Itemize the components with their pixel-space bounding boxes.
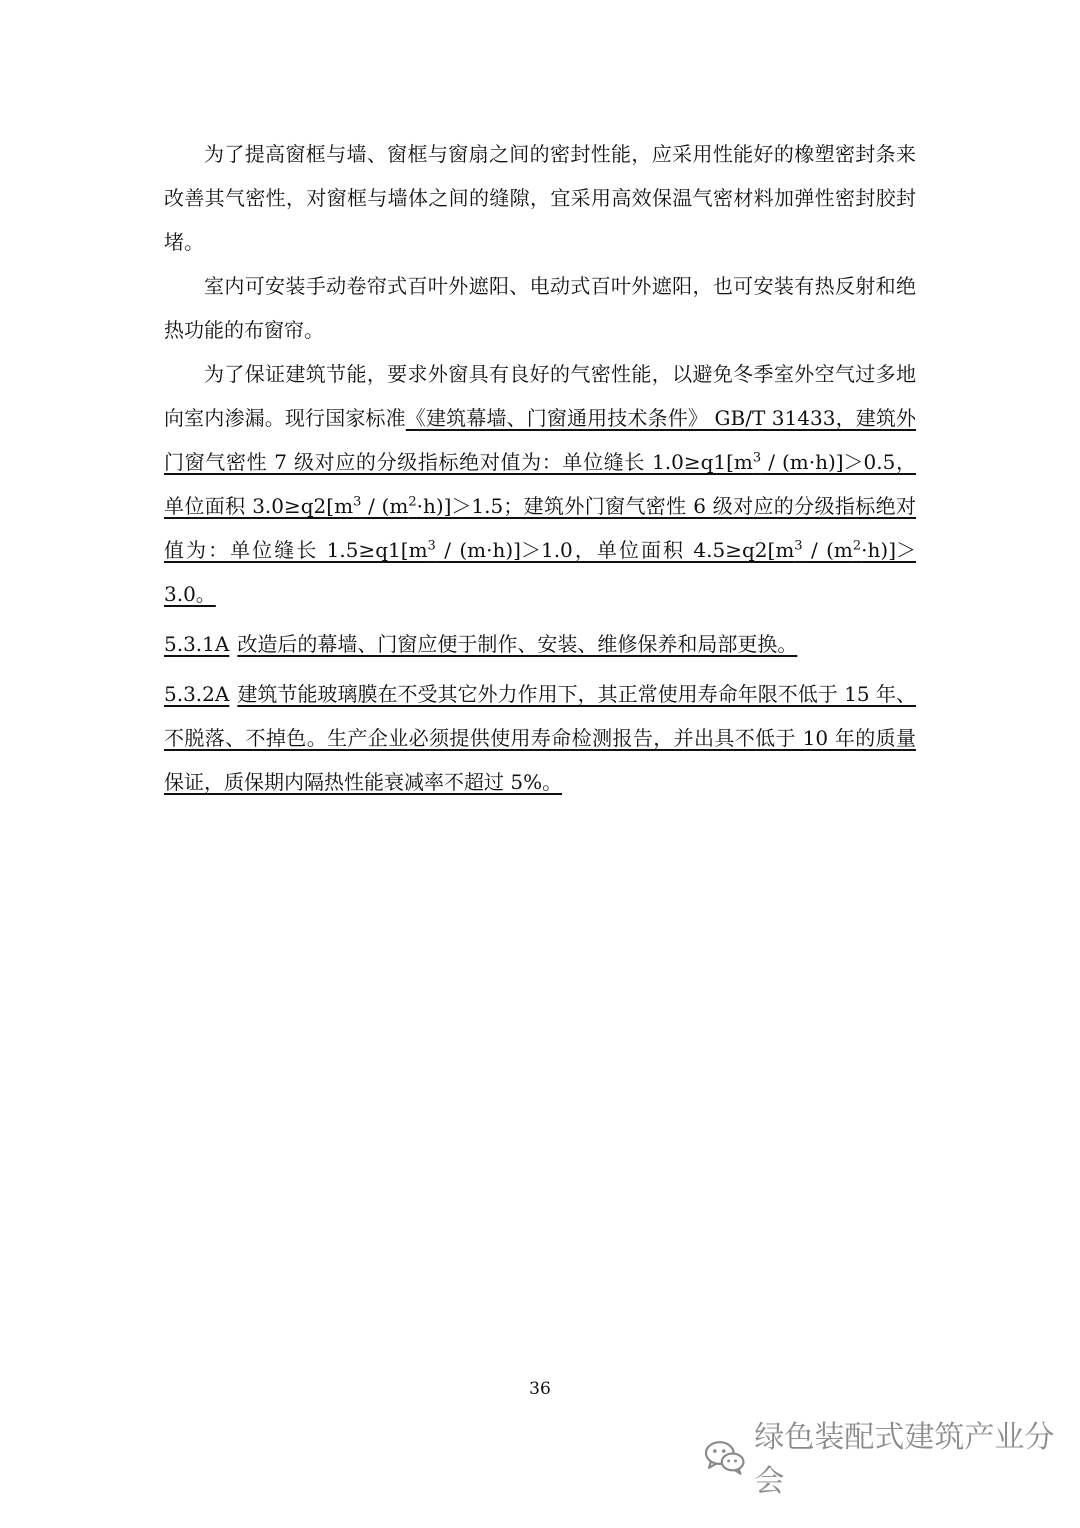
air-tightness-intro: 为了保证建筑节能，要求外窗具有良好的气密性能，以避免冬季室外空气过多地向室内渗漏。现行国家标准 [164, 362, 916, 430]
page-number: 36 [529, 1379, 551, 1399]
paragraph-seal-performance: 为了提高窗框与墙、窗框与窗扇之间的密封性能，应采用性能好的橡塑密封条来改善其气密性，对窗框与墙体之间的缝隙，宜采用高效保温气密材料加弹性密封胶封堵。 [164, 142, 916, 254]
document-body [164, 132, 916, 804]
clause-number: 5.3.1A [164, 632, 230, 656]
standard-reference-underlined: 《建筑幕墙、门窗通用技术条件》 GB/T 31433，建筑外门窗气密性 7 级对应的分级指标绝对值为：单位缝长 $1.0\ge q1[m^3 / (m\cdot h)]>0.5$，单位面积 $3.0\ge q2[m^3 / (m^2\cdot h)]>1.5$；建筑外门窗气密性 6 级对应的分级指标绝对值为：单位缝长 $1.5\ge q1[m^3 / (m\cdot h)]>1.0$，单位面积 $4.5\ge q2[m^3 / (m^2\cdot h)]>3.0$。 [164, 406, 917, 606]
clause-text: 建筑节能玻璃膜在不受其它外力作用下，其正常使用寿命年限不低于 15 年、不脱落、不掉色。生产企业必须提供使用寿命检测报告，并出具不低于 10 年的质量保证，质保期内隔热性能衰减率不超过 5%。 [164, 682, 916, 794]
paragraph-indoor-shading: 室内可安装手动卷帘式百叶外遮阳、电动式百叶外遮阳，也可安装有热反射和绝热功能的布窗帘。 [164, 274, 916, 342]
paragraph-air-tightness [164, 352, 916, 616]
clause-5-3-1a [164, 622, 916, 666]
clause-number: 5.3.2A [164, 682, 230, 706]
watermark [703, 1420, 1080, 1499]
clause-text: 改造后的幕墙、门窗应便于制作、安装、维修保养和局部更换。 [237, 632, 798, 656]
wechat-icon [703, 1436, 746, 1476]
clause-5-3-2a [164, 672, 916, 804]
watermark-text: 绿色装配式建筑产业分会 [754, 1420, 1055, 1499]
